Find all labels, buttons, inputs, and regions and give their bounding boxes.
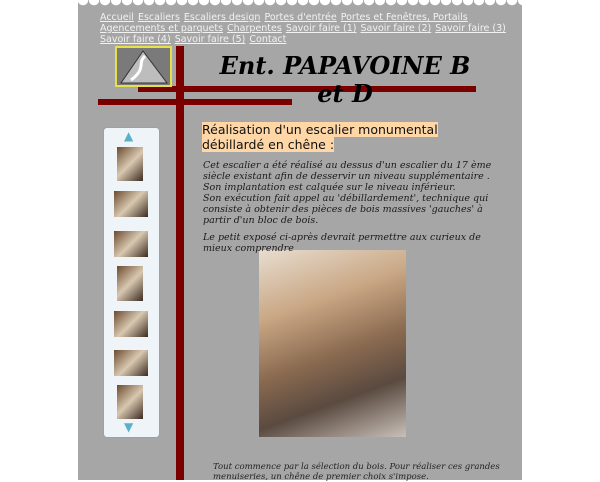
paragraph: Son implantation est calquée sur le niveau inférieur. xyxy=(203,182,456,193)
arrow-up-icon[interactable]: ▲ xyxy=(124,129,134,143)
paragraph: Cet escalier a été réalisé au dessus d'un escalier du 17 ème siècle existant afin de desservir un niveau supplémentaire . xyxy=(203,160,492,182)
thumbnail[interactable] xyxy=(117,385,143,419)
paragraph: Son exécution fait appel au 'débillardement', technique qui consiste à obtenir des pièces de bois massives 'gauches' à partir d'un bloc de bois. xyxy=(203,193,489,226)
nav-savoir-faire-1[interactable]: Savoir faire (1) xyxy=(285,23,357,34)
nav-accueil[interactable]: Accueil xyxy=(100,12,134,23)
site-title: Ent. PAPAVOINE B et D xyxy=(219,51,471,108)
thumbnail[interactable] xyxy=(114,311,148,337)
nav-agencements[interactable]: Agencements et parquets xyxy=(100,23,224,34)
thumbnail[interactable] xyxy=(117,266,143,301)
red-bar-vertical xyxy=(176,46,184,480)
thumbnail[interactable] xyxy=(114,231,148,257)
nav-menu xyxy=(100,12,506,45)
nav-savoir-faire-2[interactable]: Savoir faire (2) xyxy=(360,23,432,34)
intro-text: Le petit exposé ci-après devrait permettre aux curieux de mieux comprendre xyxy=(203,232,481,254)
body-text xyxy=(203,160,503,259)
nav-savoir-faire-3[interactable]: Savoir faire (3) xyxy=(435,23,506,34)
thumbnail[interactable] xyxy=(117,147,143,181)
nav-contact[interactable]: Contact xyxy=(249,34,287,45)
nav-savoir-faire-5[interactable]: Savoir faire (5) xyxy=(174,34,246,45)
nav-portes-fenetres[interactable]: Portes et Fenêtres, Portails xyxy=(340,12,468,23)
heading-text: Réalisation d'un escalier monumental débillardé en chêne : xyxy=(202,122,438,152)
arrow-down-icon[interactable]: ▼ xyxy=(124,420,134,434)
nav-escaliers-design[interactable]: Escaliers design xyxy=(183,12,261,23)
nav-portes-entree[interactable]: Portes d'entrée xyxy=(264,12,337,23)
staircase-photo xyxy=(259,250,406,437)
nav-savoir-faire-4[interactable]: Savoir faire (4) xyxy=(100,34,171,45)
section-heading xyxy=(202,122,502,152)
photo-caption: Tout commence par la sélection du bois. Pour réaliser ces grandes menuiseries, un chêne de premier choix s'impose. xyxy=(213,462,500,482)
scalloped-edge xyxy=(78,0,522,8)
thumbnail[interactable] xyxy=(114,191,148,217)
thumbnail[interactable] xyxy=(114,350,148,376)
nav-charpentes[interactable]: Charpentes xyxy=(227,23,282,34)
logo[interactable] xyxy=(115,46,172,87)
staircase-logo-icon xyxy=(117,48,170,85)
thumbnail-scroller[interactable] xyxy=(103,127,160,438)
nav-escaliers[interactable]: Escaliers xyxy=(137,12,180,23)
